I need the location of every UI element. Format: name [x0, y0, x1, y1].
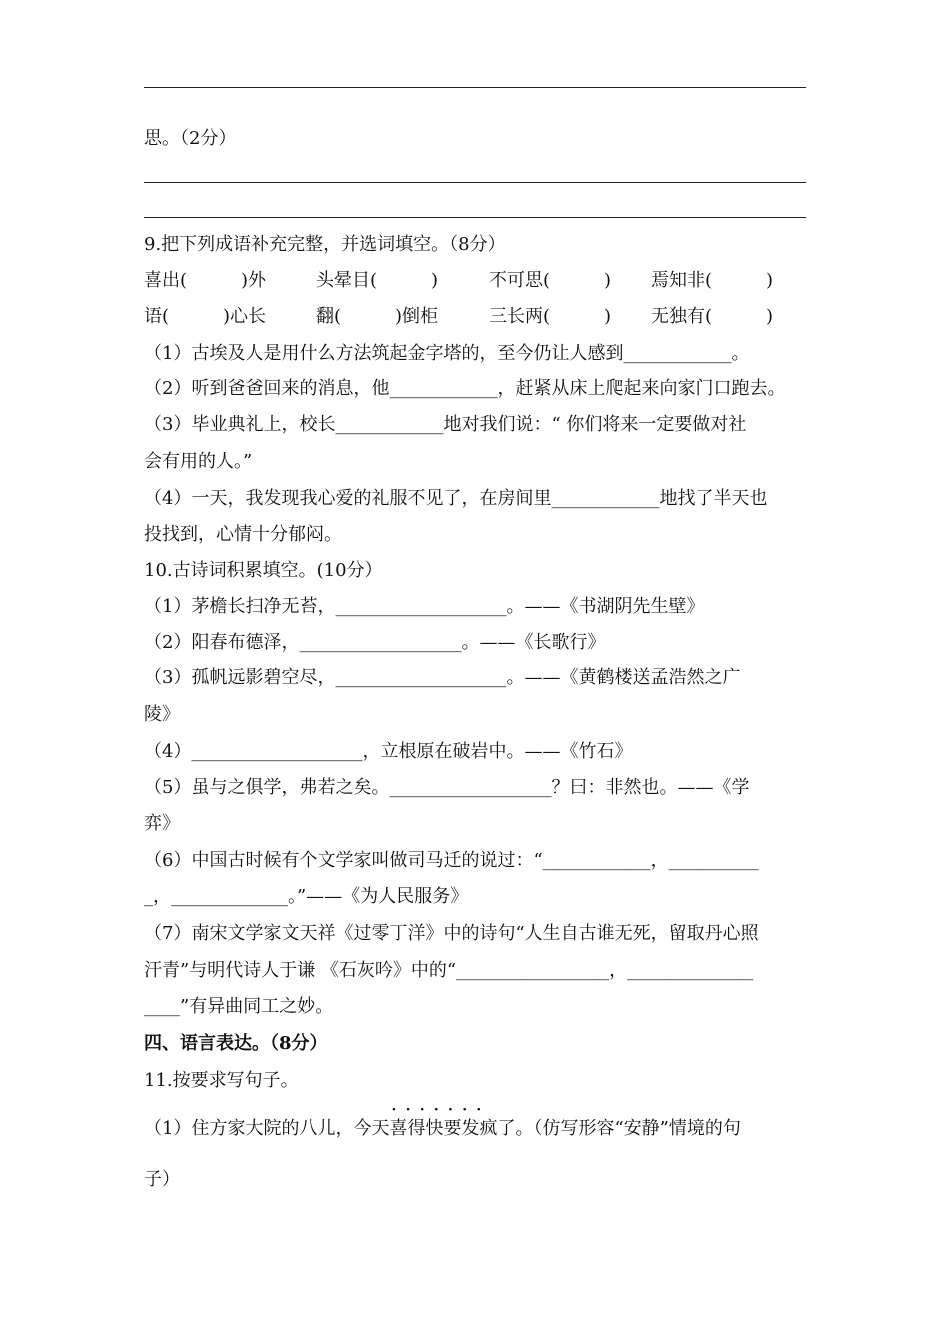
- q10-line-1: （1）茅檐长扫净无苔，___________________。——《书湖阴先生壁》: [144, 596, 705, 617]
- idiom-blank-5: 语( )心长: [144, 306, 267, 327]
- q11-sentence-1: [144, 1117, 741, 1141]
- q9-sentence-4-line-1: （4）一天，我发现我心爱的礼服不见了，在房间里____________地找了半天也: [144, 488, 768, 509]
- q9-sentence-3-line-1: （3）毕业典礼上，校长____________地对我们说：“ 你们将来一定要做对社: [144, 414, 747, 435]
- idiom-row-2: [144, 305, 844, 329]
- q9-sentence-3-line-2: 会有用的人。”: [144, 451, 253, 472]
- answer-rule-1: [144, 182, 806, 183]
- idiom-blank-7: 三长两( ): [489, 306, 612, 327]
- emphasized-phrase: · · · 喜得快要发疯了: [389, 1117, 515, 1141]
- q11-sentence-1-suffix: 。（仿写形容“安静”情境的句: [515, 1118, 741, 1139]
- q9-title: 9.把下列成语补充完整，并选词填空。（8分）: [144, 234, 506, 255]
- idiom-blank-4: 焉知非( ): [651, 270, 774, 291]
- idiom-blank-3: 不可思( ): [489, 270, 612, 291]
- idiom-blank-8: 无独有( ): [651, 306, 774, 327]
- q11-sentence-1-tail: 子）: [144, 1169, 180, 1190]
- q10-line-3b: 陵》: [144, 704, 180, 725]
- q9-sentence-2: （2）听到爸爸回来的消息，他____________，赶紧从床上爬起来向家门口跑去。: [144, 378, 786, 399]
- q10-line-3a: （3）孤帆远影碧空尽，___________________。——《黄鹤楼送孟浩然之广: [144, 667, 741, 688]
- answer-rule-2: [144, 217, 806, 218]
- q10-line-4: （4）___________________，立根原在破岩中。——《竹石》: [144, 741, 633, 762]
- q10-line-7b: 汗青”与明代诗人于谦 《石灰吟》中的“_________________，______________: [144, 960, 754, 981]
- idiom-blank-6: 翻( )倒柜: [316, 306, 439, 327]
- q10-line-7a: （7）南宋文学家文天祥《过零丁洋》中的诗句“人生自古谁无死，留取丹心照: [144, 923, 759, 944]
- q10-title: 10.古诗词积累填空。(10分）: [144, 560, 383, 581]
- q11-sentence-1-prefix: （1）住方家大院的八儿，今天: [144, 1118, 390, 1139]
- answer-rule-top: [144, 87, 806, 88]
- idiom-blank-2: 头晕目( ): [316, 270, 439, 291]
- q10-line-5a: （5）虽与之俱学，弗若之矣。__________________？曰：非然也。——《学: [144, 777, 750, 798]
- q11-title: 11.按要求写句子。: [144, 1070, 299, 1091]
- q10-line-7c: ____”有异曲同工之妙。: [144, 996, 334, 1017]
- q10-line-2: （2）阳春布德泽，__________________。——《长歌行》: [144, 632, 606, 653]
- q9-sentence-1: （1）古埃及人是用什么方法筑起金字塔的，至今仍让人感到____________。: [144, 343, 750, 364]
- q8-tail-text: 思。（2分）: [144, 128, 237, 149]
- q10-line-6a: （6）中国古时候有个文学家叫做司马迁的说过：“____________，__________: [144, 850, 759, 871]
- q10-line-5b: 弈》: [144, 813, 180, 834]
- idiom-blank-1: 喜出( )外: [144, 270, 267, 291]
- q9-sentence-4-line-2: 投找到，心情十分郁闷。: [144, 524, 342, 545]
- q10-line-6b: _，_____________。”——《为人民服务》: [144, 886, 469, 907]
- idiom-row-1: [144, 269, 844, 293]
- section-4-heading: 四、语言表达。（8分）: [144, 1033, 328, 1054]
